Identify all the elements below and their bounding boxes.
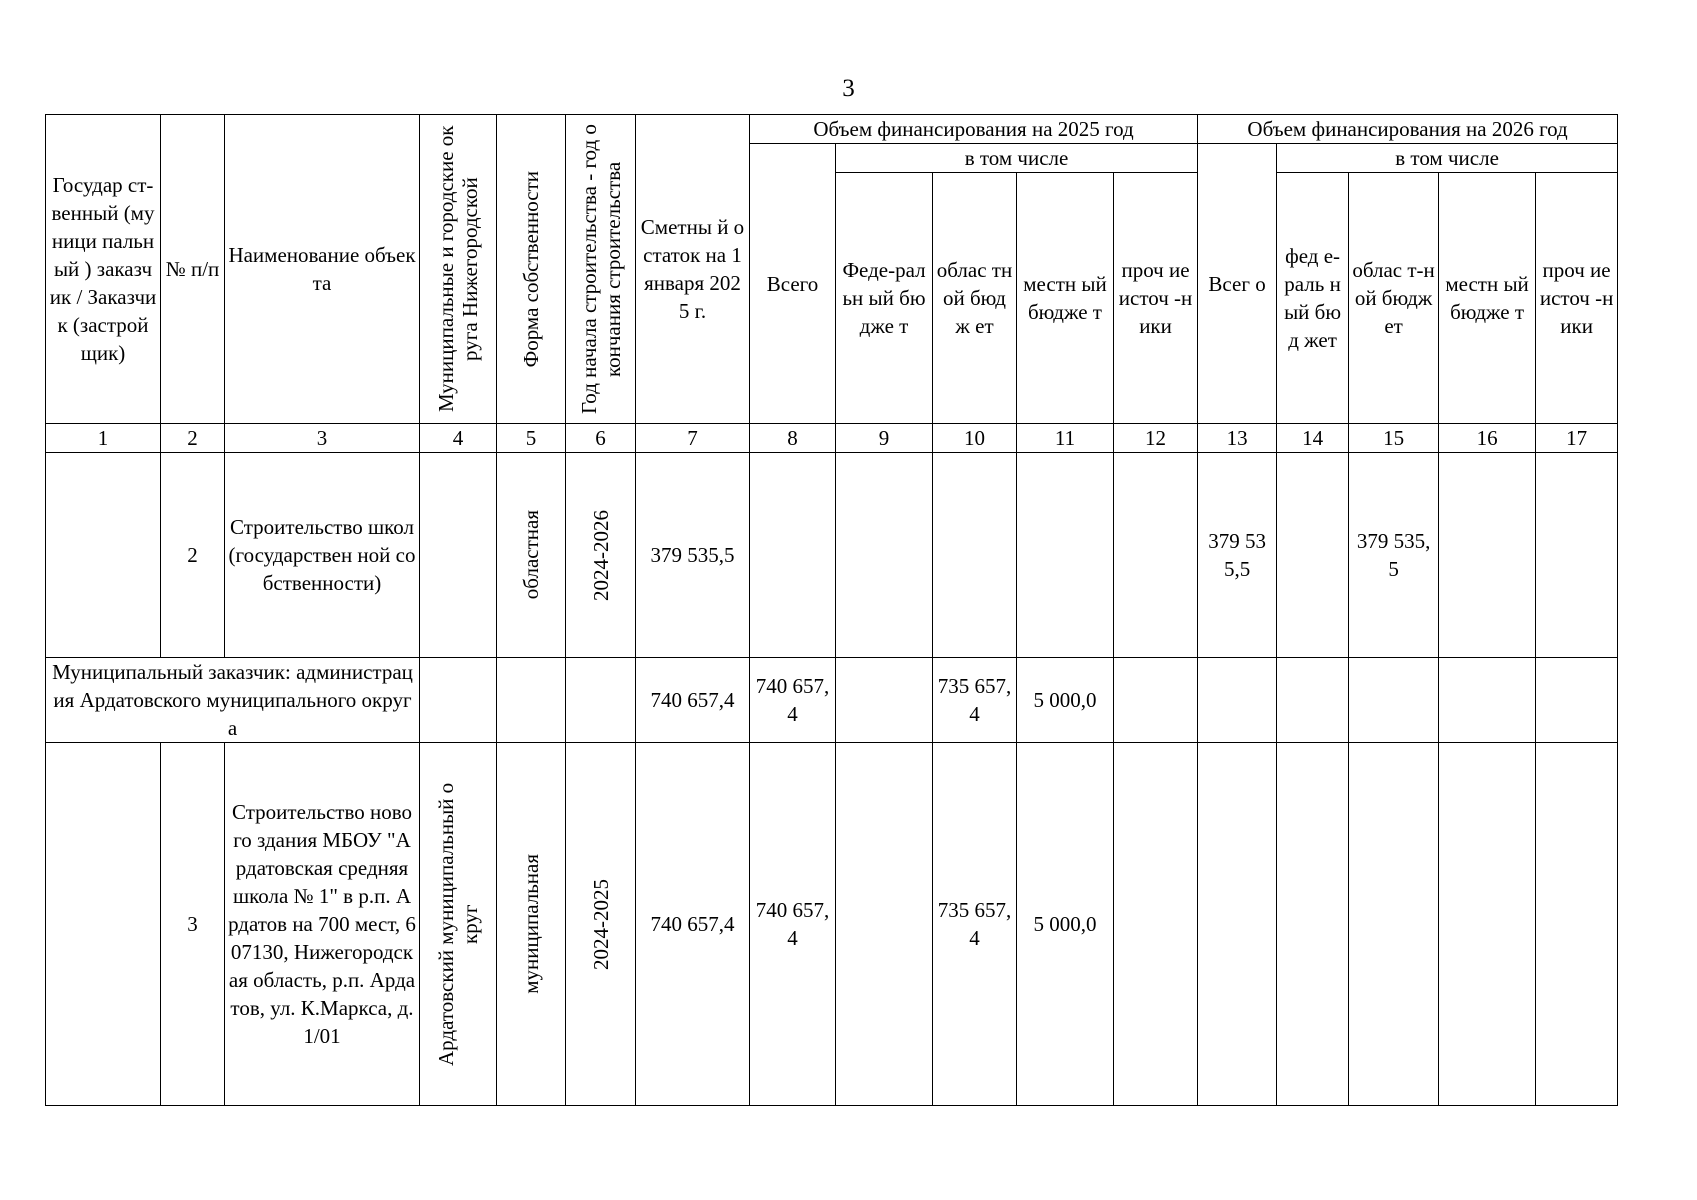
header-ownership-text: Форма собственности xyxy=(519,170,543,368)
col-num: 1 xyxy=(46,424,161,453)
cell-other-2026 xyxy=(1536,743,1618,1106)
header-regional-2026: облас т-ной бюдж ет xyxy=(1349,173,1439,424)
cell-ownership-text: областная xyxy=(519,510,543,600)
header-incl-2025: в том числе xyxy=(836,144,1198,173)
header-fin-2026: Объем финансирования на 2026 год xyxy=(1198,115,1618,144)
col-num: 13 xyxy=(1198,424,1277,453)
table-row-mbou-ardatov xyxy=(46,743,1618,1106)
cell-estimate: 740 657,4 xyxy=(636,743,750,1106)
construction-financing-table xyxy=(45,114,1618,1106)
cell-estimate: 379 535,5 xyxy=(636,453,750,658)
cell-regional-2025 xyxy=(933,453,1017,658)
cell-ownership-text: муниципальная xyxy=(519,854,543,994)
cell-federal-2026 xyxy=(1277,453,1349,658)
header-years xyxy=(566,115,636,424)
cell-ownership xyxy=(497,658,566,743)
cell-federal-2025 xyxy=(836,743,933,1106)
header-federal-2026: фед е-раль ный бюд жет xyxy=(1277,173,1349,424)
col-num: 2 xyxy=(161,424,225,453)
cell-federal-2025 xyxy=(836,453,933,658)
col-num: 9 xyxy=(836,424,933,453)
col-num: 16 xyxy=(1439,424,1536,453)
cell-regional-2026 xyxy=(1349,743,1439,1106)
table-row-municipal-customer xyxy=(46,658,1618,743)
header-local-2026: местн ый бюдже т xyxy=(1439,173,1536,424)
cell-total-2026 xyxy=(1198,743,1277,1106)
header-total-2026: Всег о xyxy=(1198,144,1277,424)
cell-ownership xyxy=(497,453,566,658)
cell-total-2025: 740 657,4 xyxy=(750,658,836,743)
cell-local-2026 xyxy=(1439,658,1536,743)
col-num: 12 xyxy=(1114,424,1198,453)
cell-other-2026 xyxy=(1536,453,1618,658)
column-number-row xyxy=(46,424,1618,453)
header-estimate: Сметны й остаток на 1 января 2025 г. xyxy=(636,115,750,424)
cell-municipality xyxy=(420,453,497,658)
col-num: 10 xyxy=(933,424,1017,453)
col-num: 8 xyxy=(750,424,836,453)
cell-customer xyxy=(46,743,161,1106)
header-ownership xyxy=(497,115,566,424)
header-num: № п/п xyxy=(161,115,225,424)
cell-years xyxy=(566,453,636,658)
col-num: 17 xyxy=(1536,424,1618,453)
cell-federal-2026 xyxy=(1277,743,1349,1106)
cell-local-2025: 5 000,0 xyxy=(1017,743,1114,1106)
cell-object-name: Строительство нового здания МБОУ "Ардатовская средняя школа № 1" в р.п. Ардатов на 700 мест, 607130, Нижегородская область, р.п. Ардатов, ул. К.Маркса, д. 1/01 xyxy=(225,743,420,1106)
header-incl-2026: в том числе xyxy=(1277,144,1618,173)
col-num: 6 xyxy=(566,424,636,453)
header-federal-2025: Феде-ральн ый бюдже т xyxy=(836,173,933,424)
cell-years xyxy=(566,658,636,743)
col-num: 15 xyxy=(1349,424,1439,453)
col-num: 4 xyxy=(420,424,497,453)
cell-customer xyxy=(46,453,161,658)
cell-local-2025: 5 000,0 xyxy=(1017,658,1114,743)
cell-years xyxy=(566,743,636,1106)
cell-other-2025 xyxy=(1114,743,1198,1106)
header-customer: Государ ст-венный (муници пальный ) заказчик / Заказчик (застрой щик) xyxy=(46,115,161,424)
header-other-2026: проч ие источ -ники xyxy=(1536,173,1618,424)
cell-num: 3 xyxy=(161,743,225,1106)
cell-regional-2026 xyxy=(1349,658,1439,743)
cell-municipality xyxy=(420,743,497,1106)
cell-estimate: 740 657,4 xyxy=(636,658,750,743)
header-regional-2025: облас тной бюдж ет xyxy=(933,173,1017,424)
cell-years-text: 2024-2026 xyxy=(588,509,613,601)
header-municipality-text: Муниципальные и городские округа Нижегородской xyxy=(434,125,482,413)
cell-federal-2026 xyxy=(1277,658,1349,743)
col-num: 3 xyxy=(225,424,420,453)
cell-local-2026 xyxy=(1439,453,1536,658)
table-row-school-regional xyxy=(46,453,1618,658)
cell-regional-2025: 735 657,4 xyxy=(933,658,1017,743)
cell-total-2025: 740 657,4 xyxy=(750,743,836,1106)
cell-other-2025 xyxy=(1114,658,1198,743)
page-number: 3 xyxy=(842,75,855,102)
cell-years-text: 2024-2025 xyxy=(588,878,613,970)
cell-total-2026: 379 535,5 xyxy=(1198,453,1277,658)
cell-municipality-text: Ардатовский муниципальный округ xyxy=(434,782,482,1066)
cell-other-2026 xyxy=(1536,658,1618,743)
cell-regional-2025: 735 657,4 xyxy=(933,743,1017,1106)
cell-total-2026 xyxy=(1198,658,1277,743)
header-total-2025: Всего xyxy=(750,144,836,424)
cell-regional-2026: 379 535,5 xyxy=(1349,453,1439,658)
cell-local-2026 xyxy=(1439,743,1536,1106)
col-num: 7 xyxy=(636,424,750,453)
header-row-group xyxy=(46,115,1618,144)
header-fin-2025: Объем финансирования на 2025 год xyxy=(750,115,1198,144)
header-municipality xyxy=(420,115,497,424)
cell-object-name: Строительство школ (государствен ной собственности) xyxy=(225,453,420,658)
cell-customer-label: Муниципальный заказчик: администрация Ардатовского муниципального округа xyxy=(46,658,420,743)
cell-local-2025 xyxy=(1017,453,1114,658)
header-other-2025: проч ие источ -ники xyxy=(1114,173,1198,424)
cell-total-2025 xyxy=(750,453,836,658)
col-num: 5 xyxy=(497,424,566,453)
cell-other-2025 xyxy=(1114,453,1198,658)
cell-ownership xyxy=(497,743,566,1106)
cell-num: 2 xyxy=(161,453,225,658)
col-num: 14 xyxy=(1277,424,1349,453)
cell-federal-2025 xyxy=(836,658,933,743)
header-object-name: Наименование объекта xyxy=(225,115,420,424)
header-local-2025: местн ый бюдже т xyxy=(1017,173,1114,424)
cell-municipality xyxy=(420,658,497,743)
col-num: 11 xyxy=(1017,424,1114,453)
header-years-text: Год начала строительства - год окончания строительства xyxy=(576,124,625,414)
